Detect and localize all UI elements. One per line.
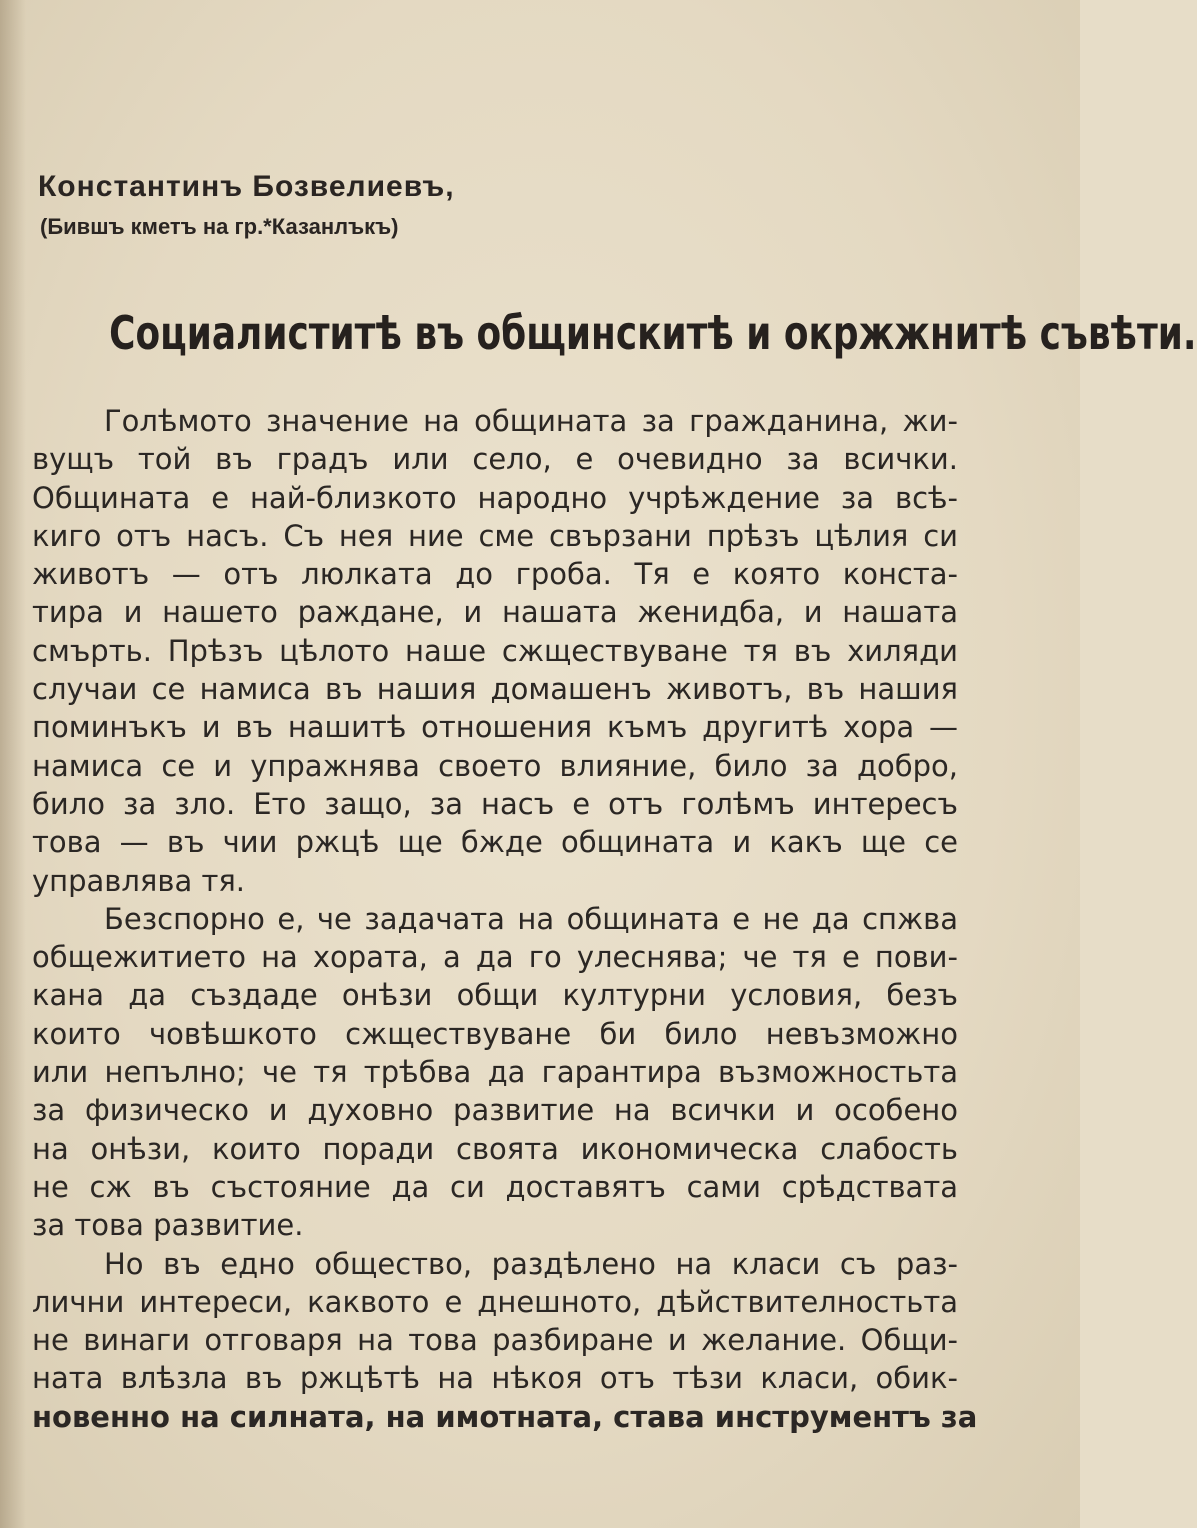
text-line: намиса се и упражнява своето влияние, било за добро, [32,748,958,783]
text-line: Голѣмото значение на общината за гражданина, жи- [104,404,958,438]
page-fold-shadow [0,0,26,1528]
text-line: смърть. Прѣзъ цѣлото наше сжществуване тя въ хиляди [32,633,958,668]
text-line: които човѣшкото сжществуване би било невъзможно [32,1016,958,1051]
text-line: животъ — отъ люлката до гроба. Тя е която конста- [32,557,958,592]
article-body [32,402,978,1436]
text-line: не сж въ състояние да си доставятъ сами срѣдствата [32,1169,958,1204]
text-line: ната влѣзла въ ржцѣтѣ на нѣкоя отъ тѣзи класи, обик- [32,1361,958,1396]
text-line: случаи се намиса въ нашия домашенъ животъ, въ нашия [32,672,958,707]
text-line: Общината е най-близкото народно учрѣждение за всѣ- [32,480,958,515]
text-line: за това развитие. [32,1208,304,1243]
text-line: общежитието на хората, а да го улеснява; че тя е пови- [32,940,958,975]
text-line: Но въ едно общество, раздѣлено на класи съ раз- [104,1246,958,1281]
text-line: било за зло. Ето защо, за насъ е отъ голѣмъ интересъ [32,786,958,821]
text-line: на онѣзи, които поради своята икономическа слабость [32,1131,958,1166]
text-line: за физическо и духовно развитие на всички и особено [32,1093,958,1128]
text-line: управлява тя. [32,863,246,898]
text-line: кана да създаде онѣзи общи културни условия, безъ [32,978,958,1013]
author-note: (Бившъ кметъ на гр.*Казанлъкъ) [40,214,399,239]
text-line: вущъ той въ градъ или село, е очевидно за всички. [32,442,958,477]
text-line: не винаги отговаря на това разбиране и желание. Общи- [32,1323,958,1358]
text-line: новенно на силната, на имотната, става инструментъ за [32,1399,978,1434]
article-title: Социалиститѣ въ общинскитѣ и окржжнитѣ съвѣти. [109,306,1197,360]
text-line: лични интереси, каквото е днешното, дѣйствителностьта [32,1284,958,1319]
text-line: или непълно; че тя трѣбва да гарантира възможностьта [32,1055,958,1090]
author-name: Константинъ Бозвелиевъ, [38,170,455,203]
text-line: Безспорно е, че задачата на общината е не да спжва [104,901,958,936]
text-line: това — въ чии ржцѣ ще бжде общината и какъ ще се [32,825,958,860]
text-line: тира и нашето раждане, и нашата женидба, и нашата [32,595,958,630]
text-line: поминъкъ и въ нашитѣ отношения къмъ другитѣ хора — [32,710,958,745]
text-line: киго отъ насъ. Съ нея ние сме свързани прѣзъ цѣлия си [32,518,958,553]
